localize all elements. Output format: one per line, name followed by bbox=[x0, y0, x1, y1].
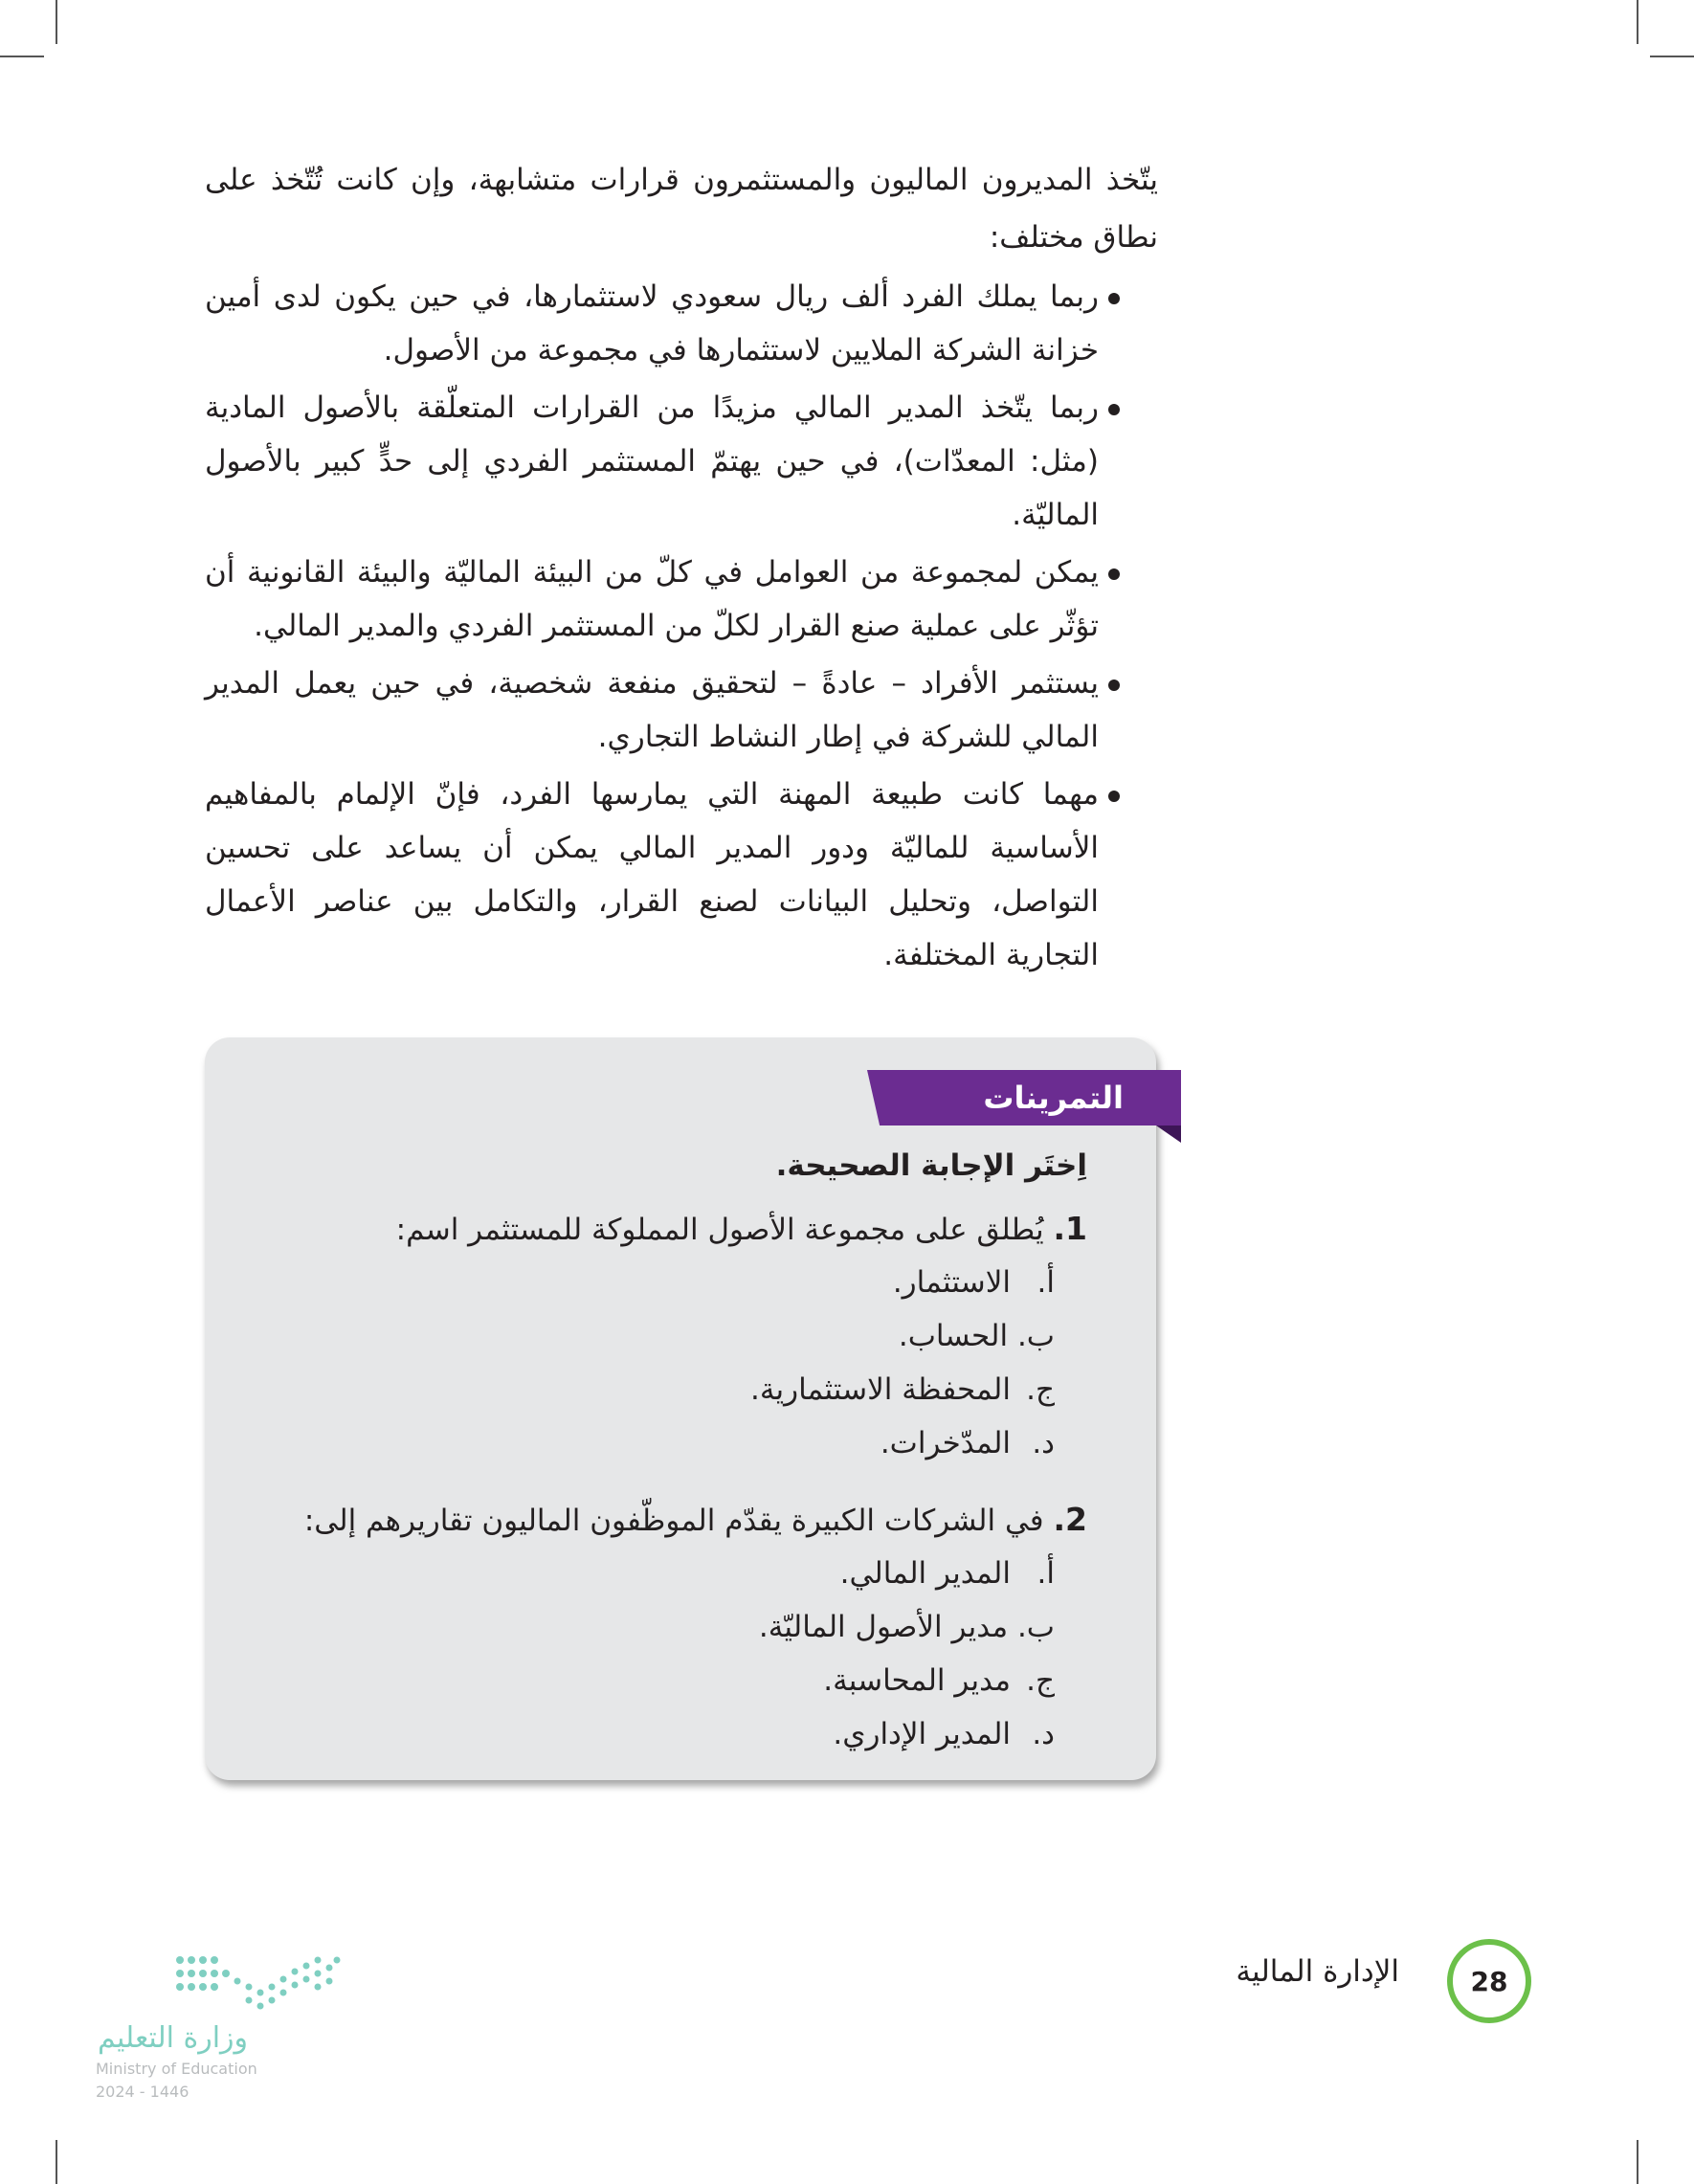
crop-mark bbox=[0, 56, 44, 57]
intro-paragraph: يتّخذ المديرون الماليون والمستثمرون قرارات متشابهة، وإن كانت تُتّخذ على نطاق مختلف: bbox=[205, 163, 1158, 255]
ministry-name-arabic: وزارة التعليم bbox=[98, 2021, 249, 2055]
ministry-name-english: Ministry of Education bbox=[96, 2060, 257, 2078]
list-item: ربما يتّخذ المدير المالي مزيدًا من القرارات المتعلّقة بالأصول المادية (مثل: المعدّات)، في حين يهتمّ المستثمر الفردي إلى حدٍّ كبير بالأصول الماليّة. bbox=[205, 381, 1162, 542]
ministry-logo-icon bbox=[174, 1952, 346, 2014]
question-number: 1. bbox=[1053, 1210, 1087, 1247]
exercise-instruction: اِختَر الإجابة الصحيحة. bbox=[775, 1148, 1087, 1183]
question-text: في الشركات الكبيرة يقدّم الموظّفون الماليون تقاريرهم إلى: bbox=[303, 1504, 1044, 1538]
option-item: أ.المدير المالي. bbox=[839, 1556, 1055, 1591]
book-title: الإدارة المالية bbox=[1236, 1954, 1399, 1989]
exercises-title: التمرينات bbox=[983, 1080, 1124, 1116]
bullet-icon bbox=[1108, 568, 1120, 580]
page-number-badge bbox=[1447, 1939, 1531, 2023]
option-item: ب. الحساب. bbox=[898, 1319, 1055, 1353]
question-1 bbox=[396, 1210, 1087, 1247]
bullet-icon bbox=[1108, 791, 1120, 802]
question-text: يُطلق على مجموعة الأصول المملوكة للمستثمر اسم: bbox=[395, 1213, 1044, 1247]
option-item: ب. مدير الأصول الماليّة. bbox=[758, 1610, 1055, 1644]
option-item: أ.الاستثمار. bbox=[892, 1265, 1055, 1300]
crop-mark bbox=[56, 0, 57, 44]
list-item: يستثمر الأفراد – عادةً – لتحقيق منفعة شخصية، في حين يعمل المدير المالي للشركة في إطار النشاط التجاري. bbox=[205, 657, 1162, 764]
crop-mark bbox=[1650, 56, 1694, 57]
crop-mark bbox=[1637, 0, 1638, 44]
question-number: 2. bbox=[1053, 1501, 1087, 1538]
page-number: 28 bbox=[1470, 1965, 1508, 1997]
option-item: ج.المحفظة الاستثمارية. bbox=[750, 1372, 1055, 1407]
crop-mark bbox=[56, 2140, 57, 2184]
list-item: يمكن لمجموعة من العوامل في كلّ من البيئة الماليّة والبيئة القانونية أن تؤثّر على عملية صنع القرار لكلّ من المستثمر الفردي والمدير المالي. bbox=[205, 546, 1162, 653]
option-item: د.المدّخرات. bbox=[880, 1426, 1055, 1460]
option-item: د.المدير الإداري. bbox=[833, 1717, 1055, 1751]
list-item: ربما يملك الفرد ألف ريال سعودي لاستثمارها، في حين يكون لدى أمين خزانة الشركة الملايين لاستثمارها في مجموعة من الأصول. bbox=[205, 270, 1162, 377]
bullet-icon bbox=[1108, 293, 1120, 304]
crop-mark bbox=[1637, 2140, 1638, 2184]
question-2 bbox=[304, 1501, 1087, 1538]
ribbon-fold bbox=[1156, 1125, 1181, 1143]
bullet-icon bbox=[1108, 404, 1120, 415]
bullet-list bbox=[205, 270, 1162, 982]
list-item: مهما كانت طبيعة المهنة التي يمارسها الفرد، فإنّ الإلمام بالمفاهيم الأساسية للماليّة ودور المدير المالي يمكن أن يساعد على تحسين التواصل، وتحليل البيانات لصنع القرار، والتكامل بين عناصر الأعمال التجارية المختلفة. bbox=[205, 768, 1162, 982]
option-item: ج.مدير المحاسبة. bbox=[823, 1663, 1055, 1698]
bullet-icon bbox=[1108, 680, 1120, 691]
edition-year: 2024 - 1446 bbox=[96, 2083, 189, 2101]
